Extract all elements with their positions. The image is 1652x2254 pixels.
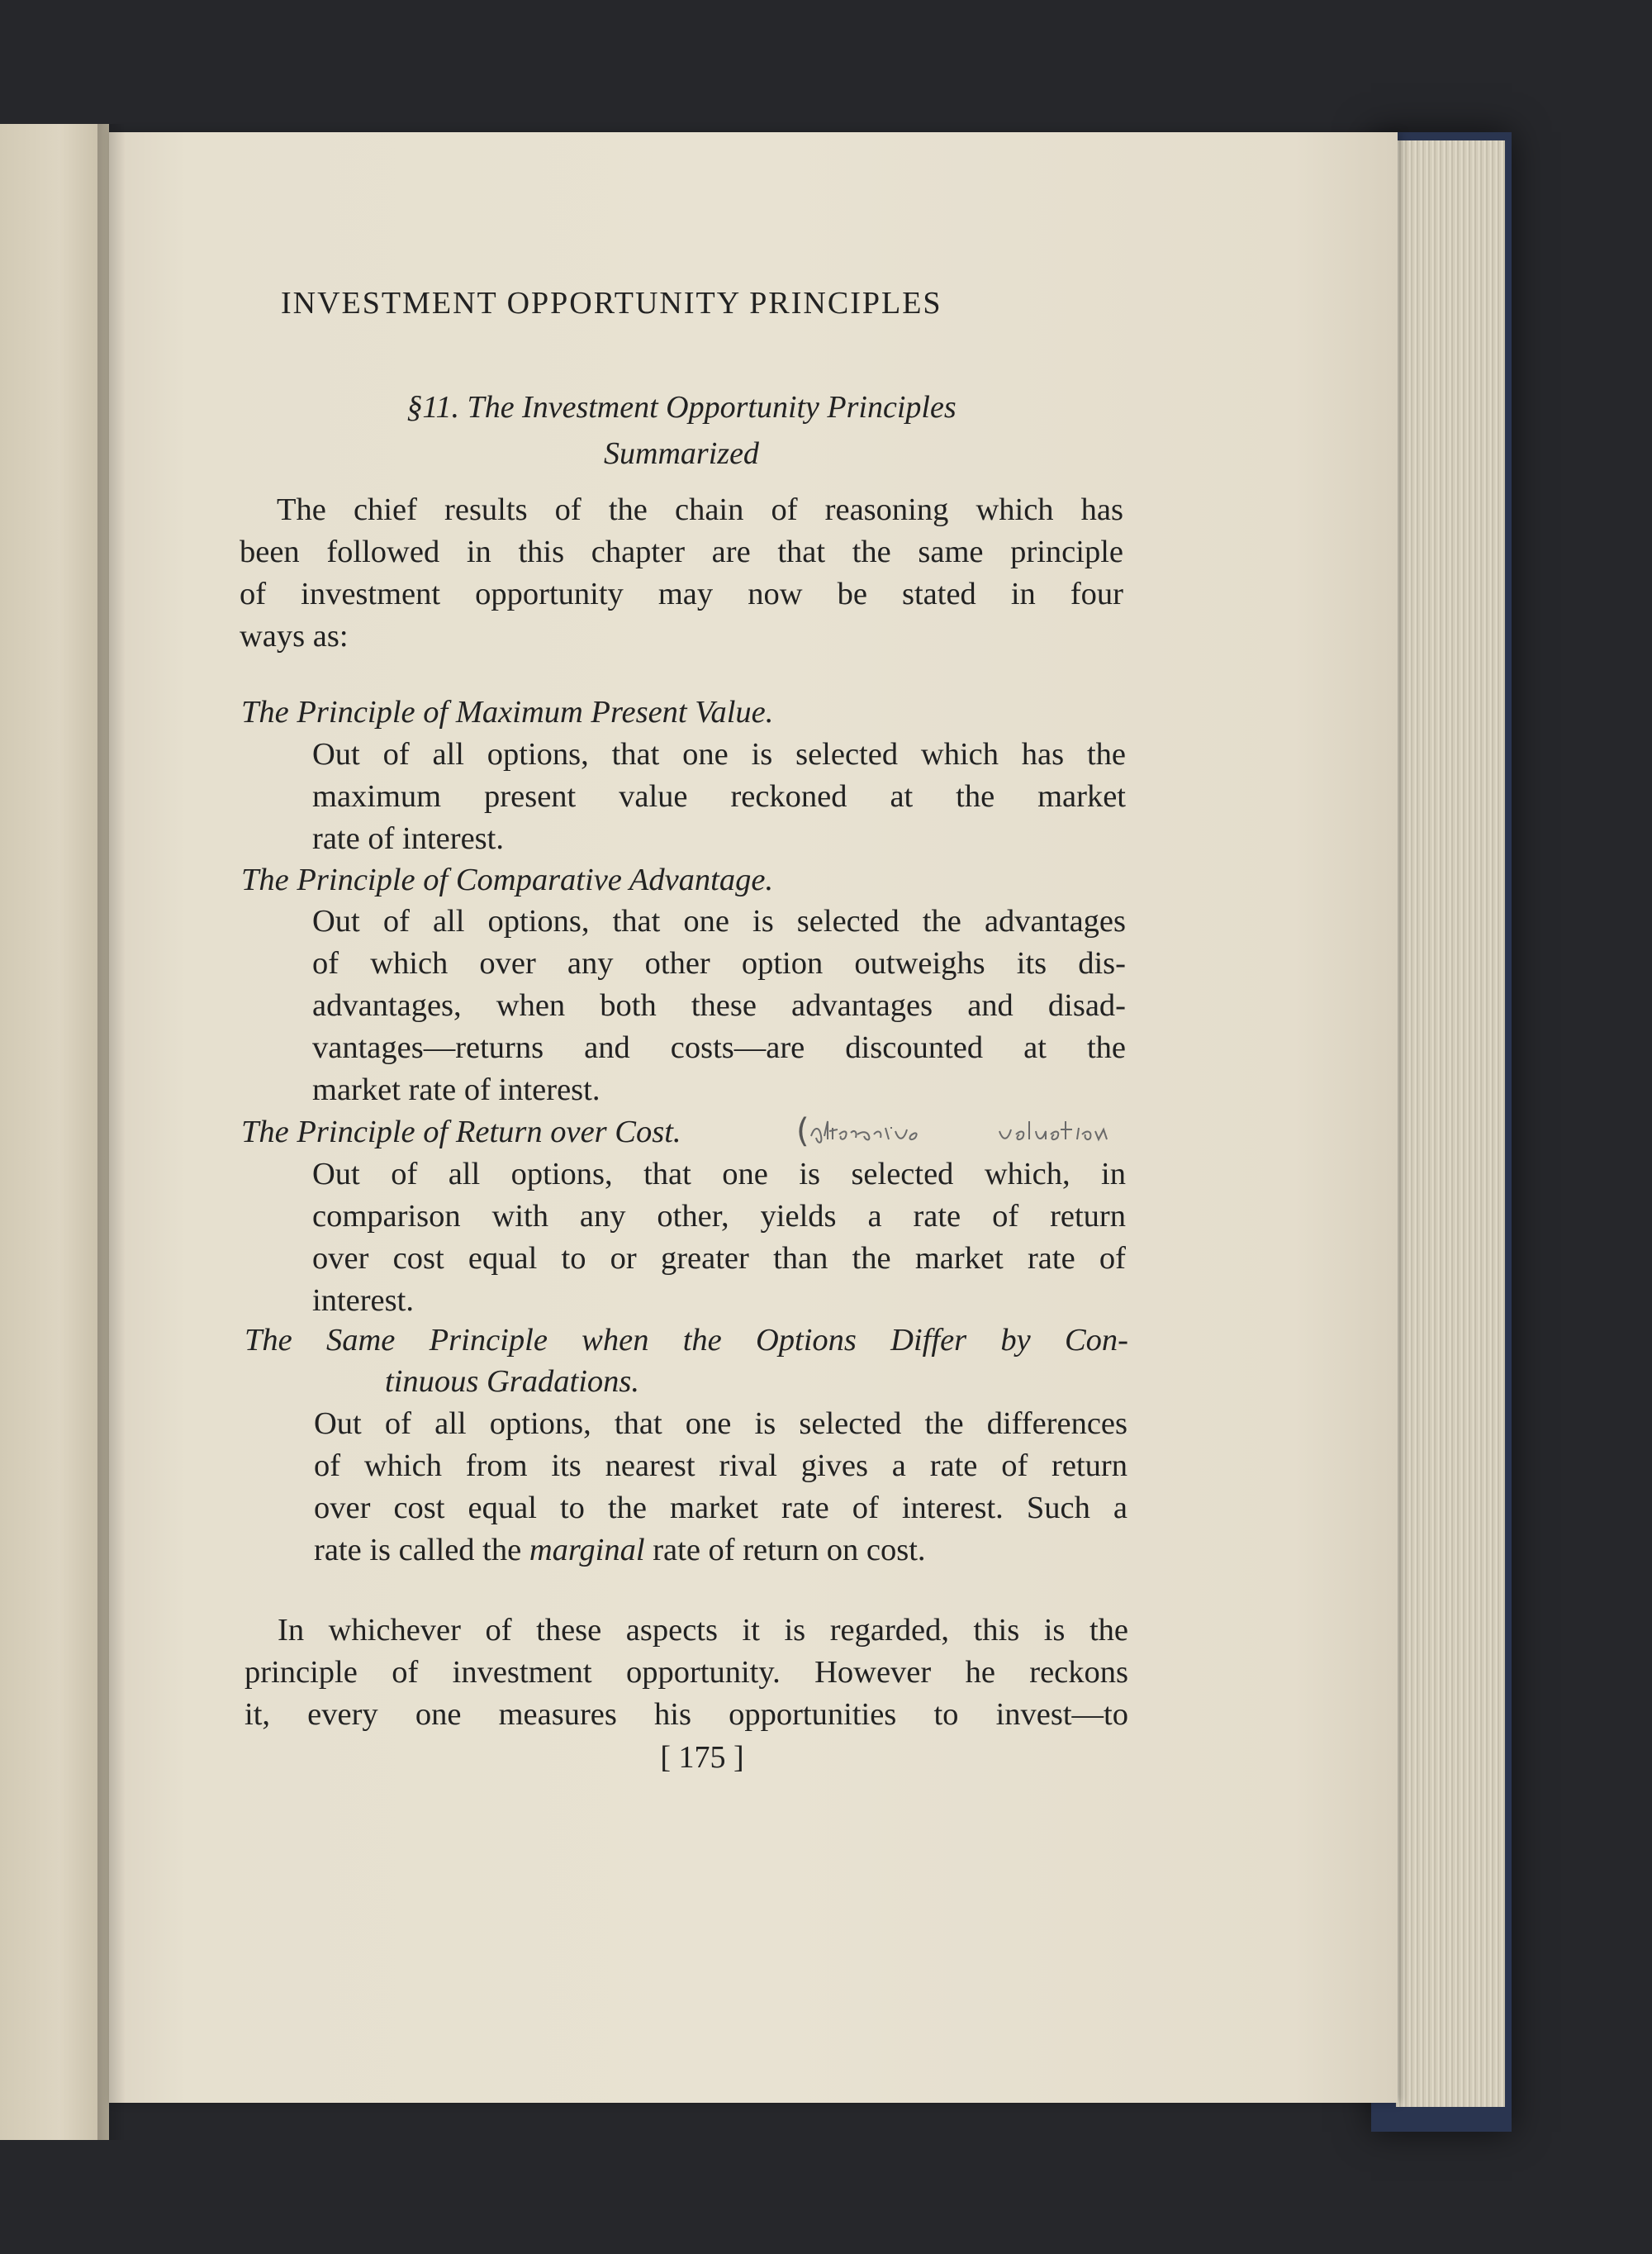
principle-heading-continued: tinuous Gradations. [385, 1364, 640, 1399]
section-title [289, 384, 1074, 477]
left-page-edge [0, 124, 109, 2140]
closing-line: it, every one measures his opportunities to invest—to [244, 1697, 1128, 1732]
handwritten-note-image [809, 1111, 1140, 1151]
intro-line: been followed in this chapter are that the same principle [240, 535, 1123, 569]
principle-line: rate is called the marginal rate of return on cost. [314, 1533, 926, 1567]
principle-body [312, 1153, 1126, 1322]
closing-paragraph [244, 1610, 1128, 1736]
principle-line: maximum present value reckoned at the market [312, 779, 1126, 814]
principle-line: of which over any other option outweighs its dis- [312, 946, 1126, 981]
page-number: [ 175 ] [660, 1740, 744, 1775]
principle-line: Out of all options, that one is selected the advantages [312, 904, 1126, 939]
running-head: INVESTMENT OPPORTUNITY PRINCIPLES [281, 286, 942, 321]
section-title-line-1: §11. The Investment Opportunity Principles [406, 390, 957, 425]
principle-heading: The Principle of Comparative Advantage. [241, 863, 774, 897]
principle-body [312, 901, 1126, 1111]
principle-line: Out of all options, that one is selected which, in [312, 1157, 1126, 1191]
intro-line: The chief results of the chain of reasoning which has [277, 492, 1123, 527]
principle-body [314, 1403, 1127, 1572]
principle-line: market rate of interest. [312, 1072, 601, 1107]
handwritten-bracket-left: ( [796, 1112, 809, 1150]
intro-line: of investment opportunity may now be stated in four [240, 577, 1123, 611]
principle-heading: The Principle of Return over Cost. [241, 1115, 681, 1149]
intro-paragraph [240, 489, 1123, 658]
principle-line: comparison with any other, yields a rate of return [312, 1199, 1126, 1234]
intro-line: ways as: [240, 619, 349, 654]
principle-heading: The Principle of Maximum Present Value. [241, 695, 774, 730]
principle-body [312, 734, 1126, 860]
spine-shadow [97, 124, 126, 2140]
principle-line: interest. [312, 1283, 414, 1318]
principle-line: over cost equal to the market rate of interest. Such a [314, 1491, 1127, 1525]
principle-line: Out of all options, that one is selected which has the [312, 737, 1126, 772]
principle-heading: The Same Principle when the Options Differ by Con- [244, 1323, 1128, 1358]
closing-line: In whichever of these aspects it is regarded, this is the [278, 1613, 1128, 1648]
principle-line: Out of all options, that one is selected the differences [314, 1406, 1127, 1441]
principle-line: vantages—returns and costs—are discounted at the [312, 1030, 1126, 1065]
principle-line: of which from its nearest rival gives a rate of return [314, 1448, 1127, 1483]
section-title-line-2: Summarized [604, 436, 759, 471]
principle-line: over cost equal to or greater than the market rate of [312, 1241, 1126, 1276]
principle-line: rate of interest. [312, 821, 504, 856]
page-edges [1396, 140, 1505, 2107]
principle-line: advantages, when both these advantages and disad- [312, 988, 1126, 1023]
closing-line: principle of investment opportunity. However he reckons [244, 1655, 1128, 1690]
